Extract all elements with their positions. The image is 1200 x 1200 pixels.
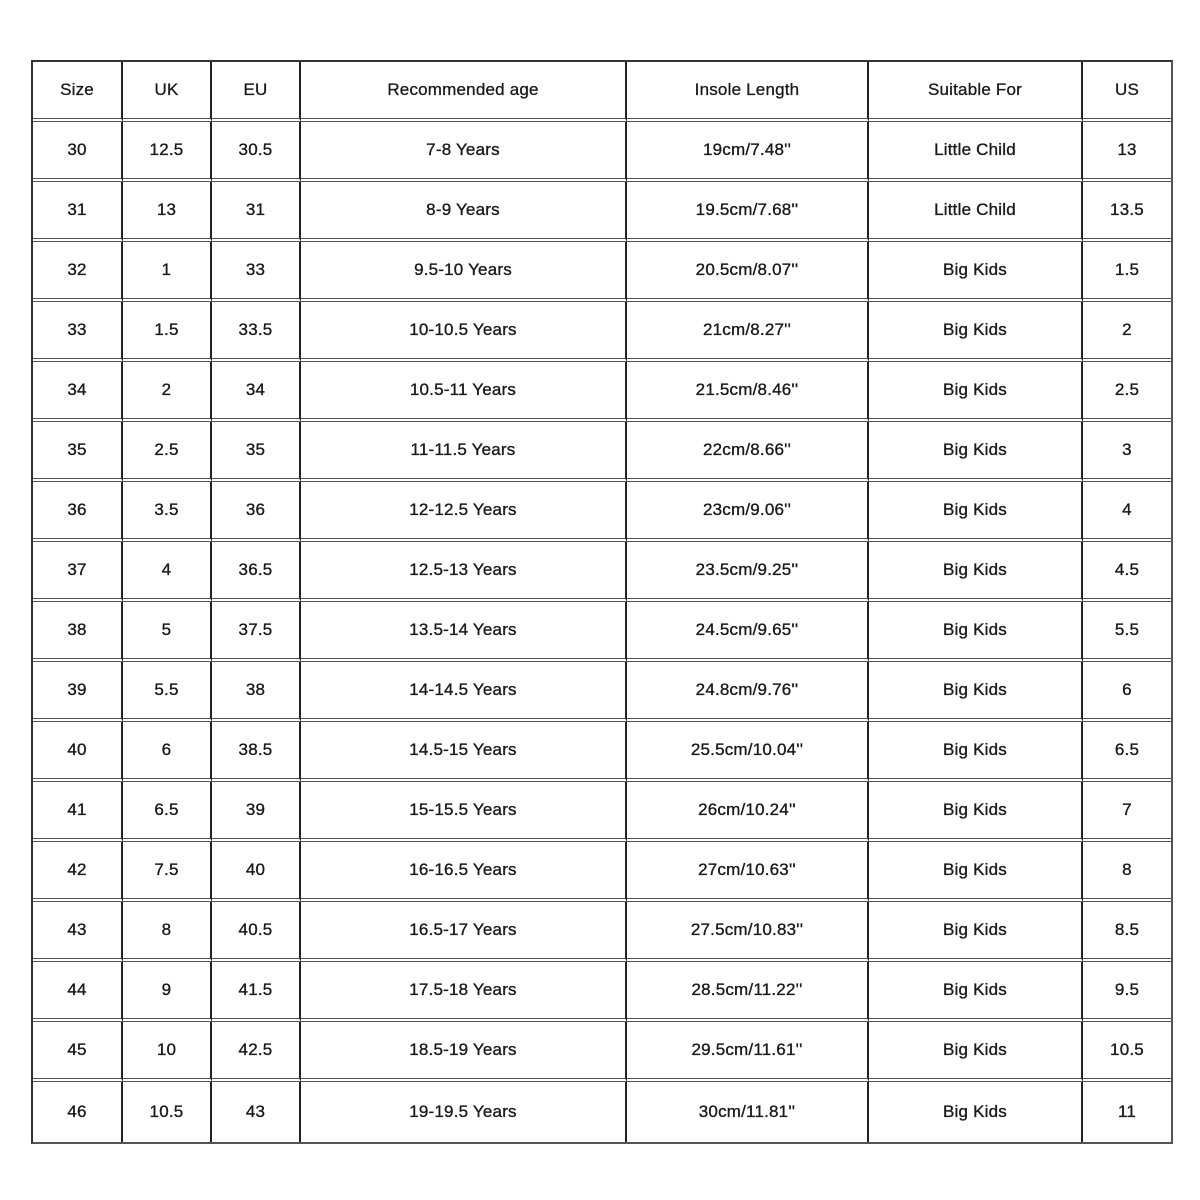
uk-cell: 6.5 <box>123 782 212 842</box>
column-header-uk: UK <box>123 62 212 122</box>
suitable-for-cell: Big Kids <box>869 602 1083 662</box>
table-row <box>33 542 1171 602</box>
size-chart-body <box>33 122 1171 1142</box>
us-cell: 13.5 <box>1083 182 1171 242</box>
insole-length-cell: 21.5cm/8.46'' <box>627 362 869 422</box>
uk-cell: 6 <box>123 722 212 782</box>
us-cell: 9.5 <box>1083 962 1171 1022</box>
recommended-age-cell: 10-10.5 Years <box>301 302 627 362</box>
us-cell: 8 <box>1083 842 1171 902</box>
recommended-age-cell: 7-8 Years <box>301 122 627 182</box>
table-row <box>33 842 1171 902</box>
size-cell: 35 <box>33 422 123 482</box>
column-header-size: Size <box>33 62 123 122</box>
recommended-age-cell: 15-15.5 Years <box>301 782 627 842</box>
eu-cell: 36.5 <box>212 542 301 602</box>
uk-cell: 1.5 <box>123 302 212 362</box>
size-cell: 41 <box>33 782 123 842</box>
eu-cell: 38.5 <box>212 722 301 782</box>
size-cell: 44 <box>33 962 123 1022</box>
suitable-for-cell: Big Kids <box>869 902 1083 962</box>
uk-cell: 2.5 <box>123 422 212 482</box>
us-cell: 7 <box>1083 782 1171 842</box>
recommended-age-cell: 12.5-13 Years <box>301 542 627 602</box>
recommended-age-cell: 14-14.5 Years <box>301 662 627 722</box>
size-cell: 31 <box>33 182 123 242</box>
column-header-eu: EU <box>212 62 301 122</box>
size-cell: 39 <box>33 662 123 722</box>
insole-length-cell: 26cm/10.24'' <box>627 782 869 842</box>
suitable-for-cell: Big Kids <box>869 362 1083 422</box>
size-chart-table <box>31 60 1173 1144</box>
eu-cell: 33 <box>212 242 301 302</box>
table-row <box>33 362 1171 422</box>
eu-cell: 40 <box>212 842 301 902</box>
size-cell: 42 <box>33 842 123 902</box>
eu-cell: 33.5 <box>212 302 301 362</box>
recommended-age-cell: 12-12.5 Years <box>301 482 627 542</box>
eu-cell: 36 <box>212 482 301 542</box>
table-row <box>33 482 1171 542</box>
us-cell: 4 <box>1083 482 1171 542</box>
column-header-insole-length: Insole Length <box>627 62 869 122</box>
recommended-age-cell: 14.5-15 Years <box>301 722 627 782</box>
insole-length-cell: 22cm/8.66'' <box>627 422 869 482</box>
header-row <box>33 62 1171 122</box>
size-cell: 34 <box>33 362 123 422</box>
suitable-for-cell: Big Kids <box>869 542 1083 602</box>
table-row <box>33 722 1171 782</box>
recommended-age-cell: 11-11.5 Years <box>301 422 627 482</box>
insole-length-cell: 29.5cm/11.61'' <box>627 1022 869 1082</box>
eu-cell: 30.5 <box>212 122 301 182</box>
us-cell: 2 <box>1083 302 1171 362</box>
table-row <box>33 422 1171 482</box>
recommended-age-cell: 8-9 Years <box>301 182 627 242</box>
uk-cell: 1 <box>123 242 212 302</box>
us-cell: 2.5 <box>1083 362 1171 422</box>
recommended-age-cell: 18.5-19 Years <box>301 1022 627 1082</box>
size-cell: 36 <box>33 482 123 542</box>
recommended-age-cell: 17.5-18 Years <box>301 962 627 1022</box>
us-cell: 10.5 <box>1083 1022 1171 1082</box>
suitable-for-cell: Big Kids <box>869 782 1083 842</box>
insole-length-cell: 21cm/8.27'' <box>627 302 869 362</box>
uk-cell: 4 <box>123 542 212 602</box>
uk-cell: 9 <box>123 962 212 1022</box>
suitable-for-cell: Little Child <box>869 122 1083 182</box>
insole-length-cell: 28.5cm/11.22'' <box>627 962 869 1022</box>
recommended-age-cell: 9.5-10 Years <box>301 242 627 302</box>
size-cell: 33 <box>33 302 123 362</box>
size-cell: 38 <box>33 602 123 662</box>
us-cell: 3 <box>1083 422 1171 482</box>
size-cell: 46 <box>33 1082 123 1142</box>
eu-cell: 38 <box>212 662 301 722</box>
table-row <box>33 182 1171 242</box>
us-cell: 11 <box>1117 1102 1137 1121</box>
us-cell: 13 <box>1083 122 1171 182</box>
recommended-age-cell: 10.5-11 Years <box>301 362 627 422</box>
column-header-us: US <box>1083 62 1171 122</box>
insole-length-cell: 27.5cm/10.83'' <box>627 902 869 962</box>
table-row <box>33 1082 1171 1142</box>
table-row <box>33 782 1171 842</box>
eu-cell: 35 <box>212 422 301 482</box>
uk-cell: 3.5 <box>123 482 212 542</box>
uk-cell: 12.5 <box>123 122 212 182</box>
uk-cell: 13 <box>123 182 212 242</box>
us-cell: 8.5 <box>1083 902 1171 962</box>
insole-length-cell: 25.5cm/10.04'' <box>627 722 869 782</box>
insole-length-cell: 20.5cm/8.07'' <box>627 242 869 302</box>
insole-length-cell: 24.5cm/9.65'' <box>627 602 869 662</box>
suitable-for-cell: Big Kids <box>869 962 1083 1022</box>
insole-length-cell: 30cm/11.81'' <box>627 1082 869 1142</box>
eu-cell: 40.5 <box>212 902 301 962</box>
size-cell: 45 <box>33 1022 123 1082</box>
insole-length-cell: 23cm/9.06'' <box>627 482 869 542</box>
suitable-for-cell: Big Kids <box>869 662 1083 722</box>
suitable-for-cell: Big Kids <box>869 422 1083 482</box>
recommended-age-cell: 16-16.5 Years <box>301 842 627 902</box>
column-header-suitable-for: Suitable For <box>869 62 1083 122</box>
eu-cell: 34 <box>212 362 301 422</box>
size-cell: 37 <box>33 542 123 602</box>
insole-length-cell: 27cm/10.63'' <box>627 842 869 902</box>
uk-cell: 5.5 <box>123 662 212 722</box>
eu-cell: 37.5 <box>212 602 301 662</box>
uk-cell: 10 <box>123 1022 212 1082</box>
table-row <box>33 122 1171 182</box>
table-row <box>33 902 1171 962</box>
table-row <box>33 662 1171 722</box>
suitable-for-cell: Little Child <box>869 182 1083 242</box>
uk-cell: 2 <box>123 362 212 422</box>
us-cell: 6.5 <box>1083 722 1171 782</box>
suitable-for-cell: Big Kids <box>869 842 1083 902</box>
suitable-for-cell: Big Kids <box>869 1082 1083 1142</box>
uk-cell: 5 <box>123 602 212 662</box>
table-row <box>33 242 1171 302</box>
uk-cell: 7.5 <box>123 842 212 902</box>
table-row <box>33 1022 1171 1082</box>
eu-cell: 31 <box>212 182 301 242</box>
us-cell: 4.5 <box>1083 542 1171 602</box>
recommended-age-cell: 13.5-14 Years <box>301 602 627 662</box>
size-cell: 30 <box>33 122 123 182</box>
eu-cell: 41.5 <box>212 962 301 1022</box>
size-cell: 40 <box>33 722 123 782</box>
column-header-recommended-age: Recommended age <box>301 62 627 122</box>
us-cell: 5.5 <box>1083 602 1171 662</box>
insole-length-cell: 19cm/7.48'' <box>627 122 869 182</box>
table-row <box>33 602 1171 662</box>
us-cell: 6 <box>1083 662 1171 722</box>
suitable-for-cell: Big Kids <box>869 302 1083 362</box>
table-row <box>33 302 1171 362</box>
uk-cell: 8 <box>123 902 212 962</box>
suitable-for-cell: Big Kids <box>869 1022 1083 1082</box>
size-cell: 32 <box>33 242 123 302</box>
suitable-for-cell: Big Kids <box>869 482 1083 542</box>
insole-length-cell: 24.8cm/9.76'' <box>627 662 869 722</box>
uk-cell: 10.5 <box>123 1082 212 1142</box>
eu-cell: 42.5 <box>212 1022 301 1082</box>
size-cell: 43 <box>33 902 123 962</box>
insole-length-cell: 23.5cm/9.25'' <box>627 542 869 602</box>
suitable-for-cell: Big Kids <box>869 722 1083 782</box>
insole-length-cell: 19.5cm/7.68'' <box>627 182 869 242</box>
eu-cell: 43 <box>212 1082 301 1142</box>
recommended-age-cell: 19-19.5 Years <box>301 1082 627 1142</box>
suitable-for-cell: Big Kids <box>869 242 1083 302</box>
eu-cell: 39 <box>212 782 301 842</box>
recommended-age-cell: 16.5-17 Years <box>301 902 627 962</box>
us-cell: 1.5 <box>1083 242 1171 302</box>
table-row <box>33 962 1171 1022</box>
